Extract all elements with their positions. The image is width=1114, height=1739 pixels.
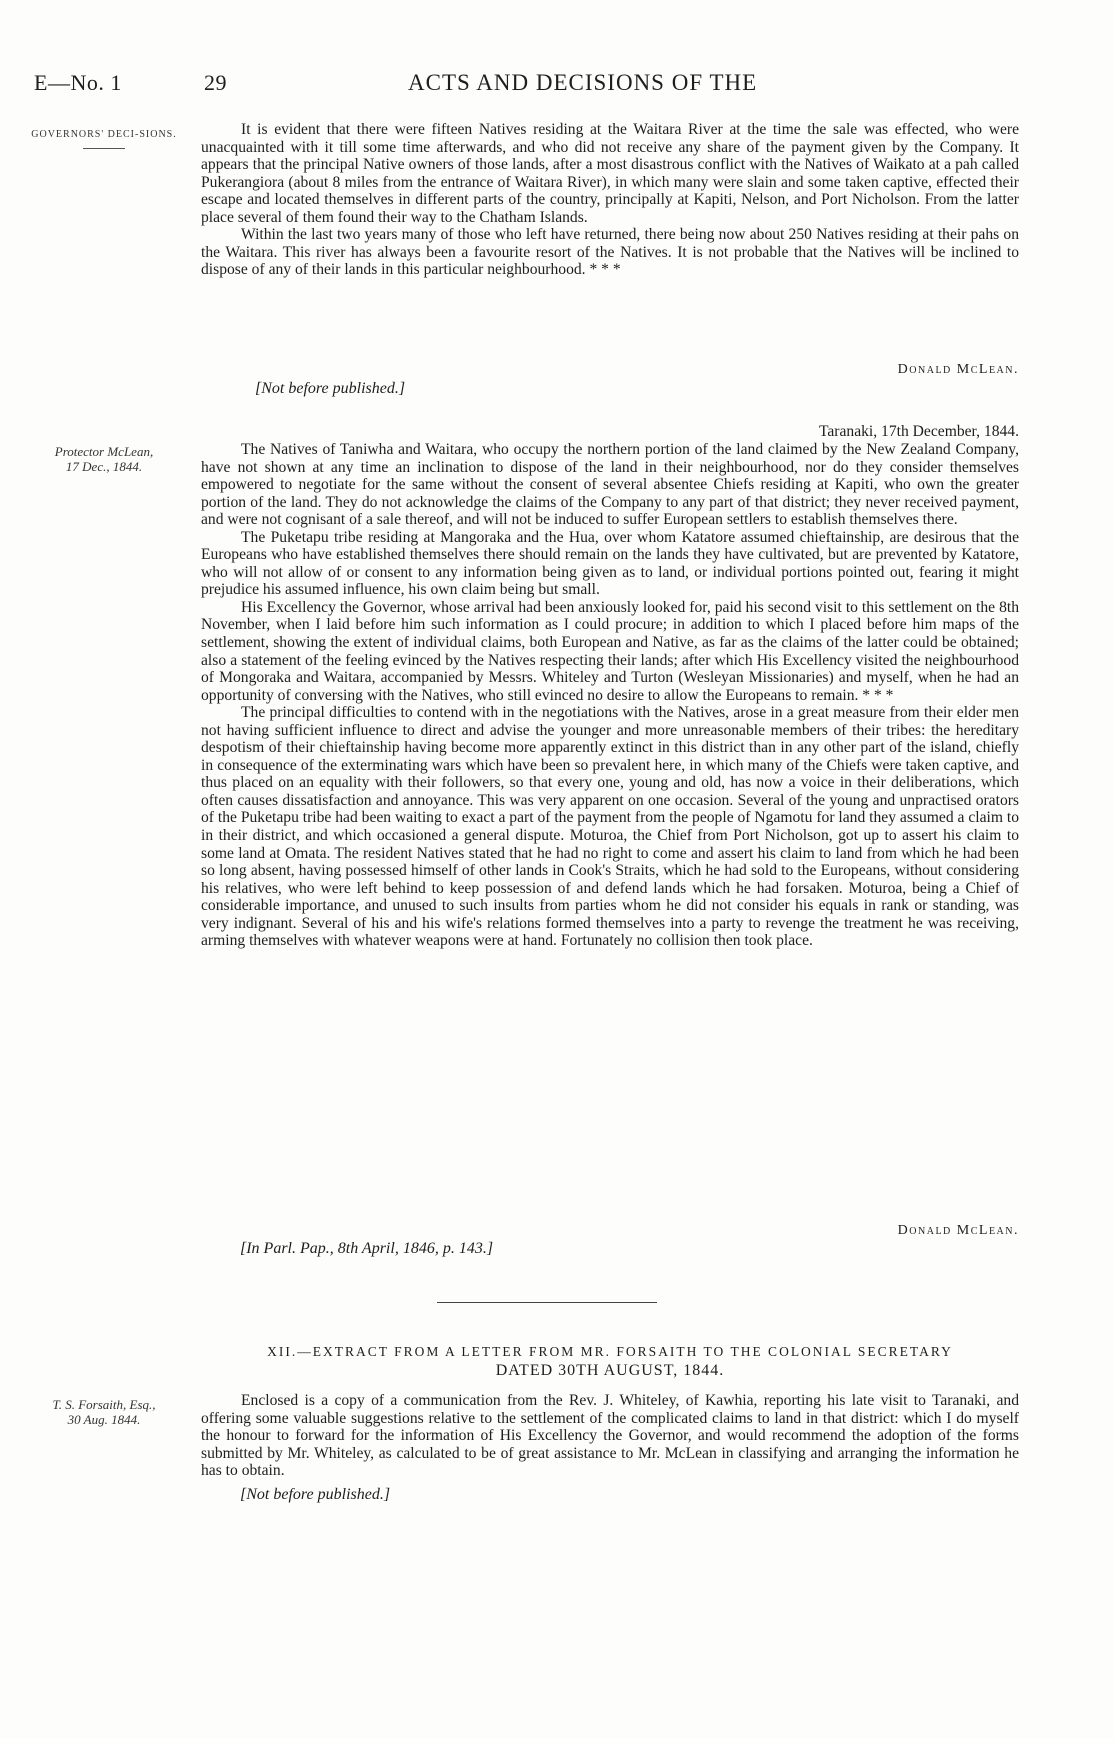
sidenote-forsaith-name: T. S. Forsaith, Esq.,: [52, 1397, 156, 1412]
sidenote-forsaith: [30, 1397, 178, 1427]
paragraph: It is evident that there were fifteen Natives residing at the Waitara River at the time the sale was effected, who were unacquainted with it till some time afterwards, and who did not receive any share of the payment given by the Company. It appears that the principal Native owners of those lands, after a most disastrous conflict with the Natives of Waikato at a pah called Pukerangiora (about 8 miles from the entrance of Waitara River), in which many were slain and some taken captive, effected their escape and located themselves in different parts of the country, principally at Kapiti, Nelson, and Port Nicholson. From the latter place several of them found their way to the Chatham Islands.: [201, 121, 1019, 226]
heading-date: DATED 30TH AUGUST, 1844.: [495, 1362, 725, 1379]
sidenote-rule: [83, 148, 125, 149]
section-number: E—No. 1: [34, 70, 122, 95]
paragraph: Enclosed is a copy of a communication from the Rev. J. Whiteley, of Kawhia, reporting his late visit to Taranaki, and offering some valuable suggestions relative to the settlement of the complicated claims to land in that district: which I do myself the honour to forward for the information of His Excellency the Governor, and would recommend the adoption of the forms submitted by Mr. Whiteley, as calculated to be of great assistance to Mr. McLean in classifying and arranging the information he has to obtain.: [201, 1392, 1019, 1480]
signature: Donald McLean.: [897, 1223, 1019, 1238]
sidenote-mclean-date: 17 Dec., 1844.: [65, 459, 143, 474]
section-divider: [437, 1302, 657, 1303]
paragraph: The principal difficulties to contend with in the negotiations with the Natives, arose in a great measure from their elder men not having sufficient influence to direct and advise the younger and more unreasonable members of their tribes: the hereditary despotism of their chieftainship having become more apparently extinct in this district than in any other part of the island, chiefly in consequence of the exterminating wars which have been so prevalent here, in which many of the Chiefs were taken captive, and thus placed on an equality with their followers, so that every one, young and old, has now a voice in their deliberations, which often causes dissatisfaction and annoyance. This was very apparent on one occasion. Several of the young and unpractised orators of the Puketapu tribe had been waiting to exact a part of the payment from the people of Ngamotu for land they assumed a claim to in their district, and which occasioned a general dispute. Moturoa, the Chief from Port Nicholson, got up to assert his claim to some land at Omata. The resident Natives stated that he had no right to come and assert his claim to land from which he had been so long absent, having possessed himself of other lands in Cook's Straits, which he had sold to the Europeans, without considering his relatives, who were left behind to keep possession of and defend lands which he had forsaken. Moturoa, being a Chief of considerable importance, and unused to such insults from parties whom he did not consider his equals in rank or standing, was very indignant. Several of his and his wife's relations formed themselves into a party to revenge the treatment he was receiving, arming themselves with whatever weapons were at hand. Fortunately no collision then took place.: [201, 704, 1019, 950]
section1-body: [201, 121, 1019, 279]
publication-note: [In Parl. Pap., 8th April, 1846, p. 143.]: [240, 1240, 494, 1257]
sidenote-governors-text: GOVERNORS' DECI-SIONS.: [31, 129, 177, 140]
sidenote-mclean: [30, 444, 178, 474]
sidenote-forsaith-date: 30 Aug. 1844.: [67, 1412, 141, 1427]
paragraph: The Natives of Taniwha and Waitara, who occupy the northern portion of the land claimed by the New Zealand Company, have not shown at any time an inclination to dispose of the land in their neighbourhood, nor do they consider themselves empowered to negotiate for the same without the consent of several absentee Chiefs residing at Kapiti, who own the greater portion of the land. They do not acknowledge the claims of the Company to any part of that district; they never received payment, and were not cognisant of a sale thereof, and will not be induced to suffer European settlers to establish themselves there.: [201, 441, 1019, 529]
publication-note: [Not before published.]: [255, 380, 406, 397]
heading-line: XII.—EXTRACT FROM A LETTER FROM MR. FORSAITH TO THE COLONIAL SECRETARY: [267, 1344, 953, 1359]
section2-body: [201, 441, 1019, 950]
paragraph: Within the last two years many of those who left have returned, there being now about 250 Natives residing at their pahs on the Waitara. This river has always been a favourite resort of the Natives. It is not probable that the Natives will be inclined to dispose of any of their lands in this particular neighbourhood. * * *: [201, 226, 1019, 279]
publication-note: [Not before published.]: [240, 1486, 391, 1503]
paragraph: His Excellency the Governor, whose arrival had been anxiously looked for, paid his second visit to this settlement on the 8th November, when I laid before him such information as I could procure; in addition to which I placed before him maps of the settlement, showing the extent of individual claims, both European and Native, as far as the claims of the latter could be obtained; also a statement of the feeling evinced by the Natives respecting their lands; after which His Excellency visited the neighbourhood of Mongoraka and Waitara, accompanied by Messrs. Whiteley and Turton (Wesleyan Missionaries) and myself, when he had an opportunity of conversing with the Natives, who still evinced no desire to allow the Europeans to remain. * * *: [201, 598, 1019, 704]
sidenote-governors: [30, 127, 178, 149]
signature: Donald McLean.: [897, 362, 1019, 377]
section-heading: [201, 1342, 1019, 1380]
paragraph: The Puketapu tribe residing at Mangoraka and the Hua, over whom Katatore assumed chieftainship, are desirous that the Europeans who have established themselves there should remain on the lands they have cultivated, but are prevented by Katatore, who will not allow of or consent to any information being given as to land, or individual portions pointed out, fearing it might prejudice his assumed influence, his own claim being but small.: [201, 528, 1019, 599]
section3-body: [201, 1392, 1019, 1480]
page-title: ACTS AND DECISIONS OF THE: [408, 70, 758, 95]
sidenote-mclean-name: Protector McLean,: [54, 444, 154, 459]
place-date: Taranaki, 17th December, 1844.: [818, 423, 1019, 440]
page-number: 29: [204, 70, 227, 95]
